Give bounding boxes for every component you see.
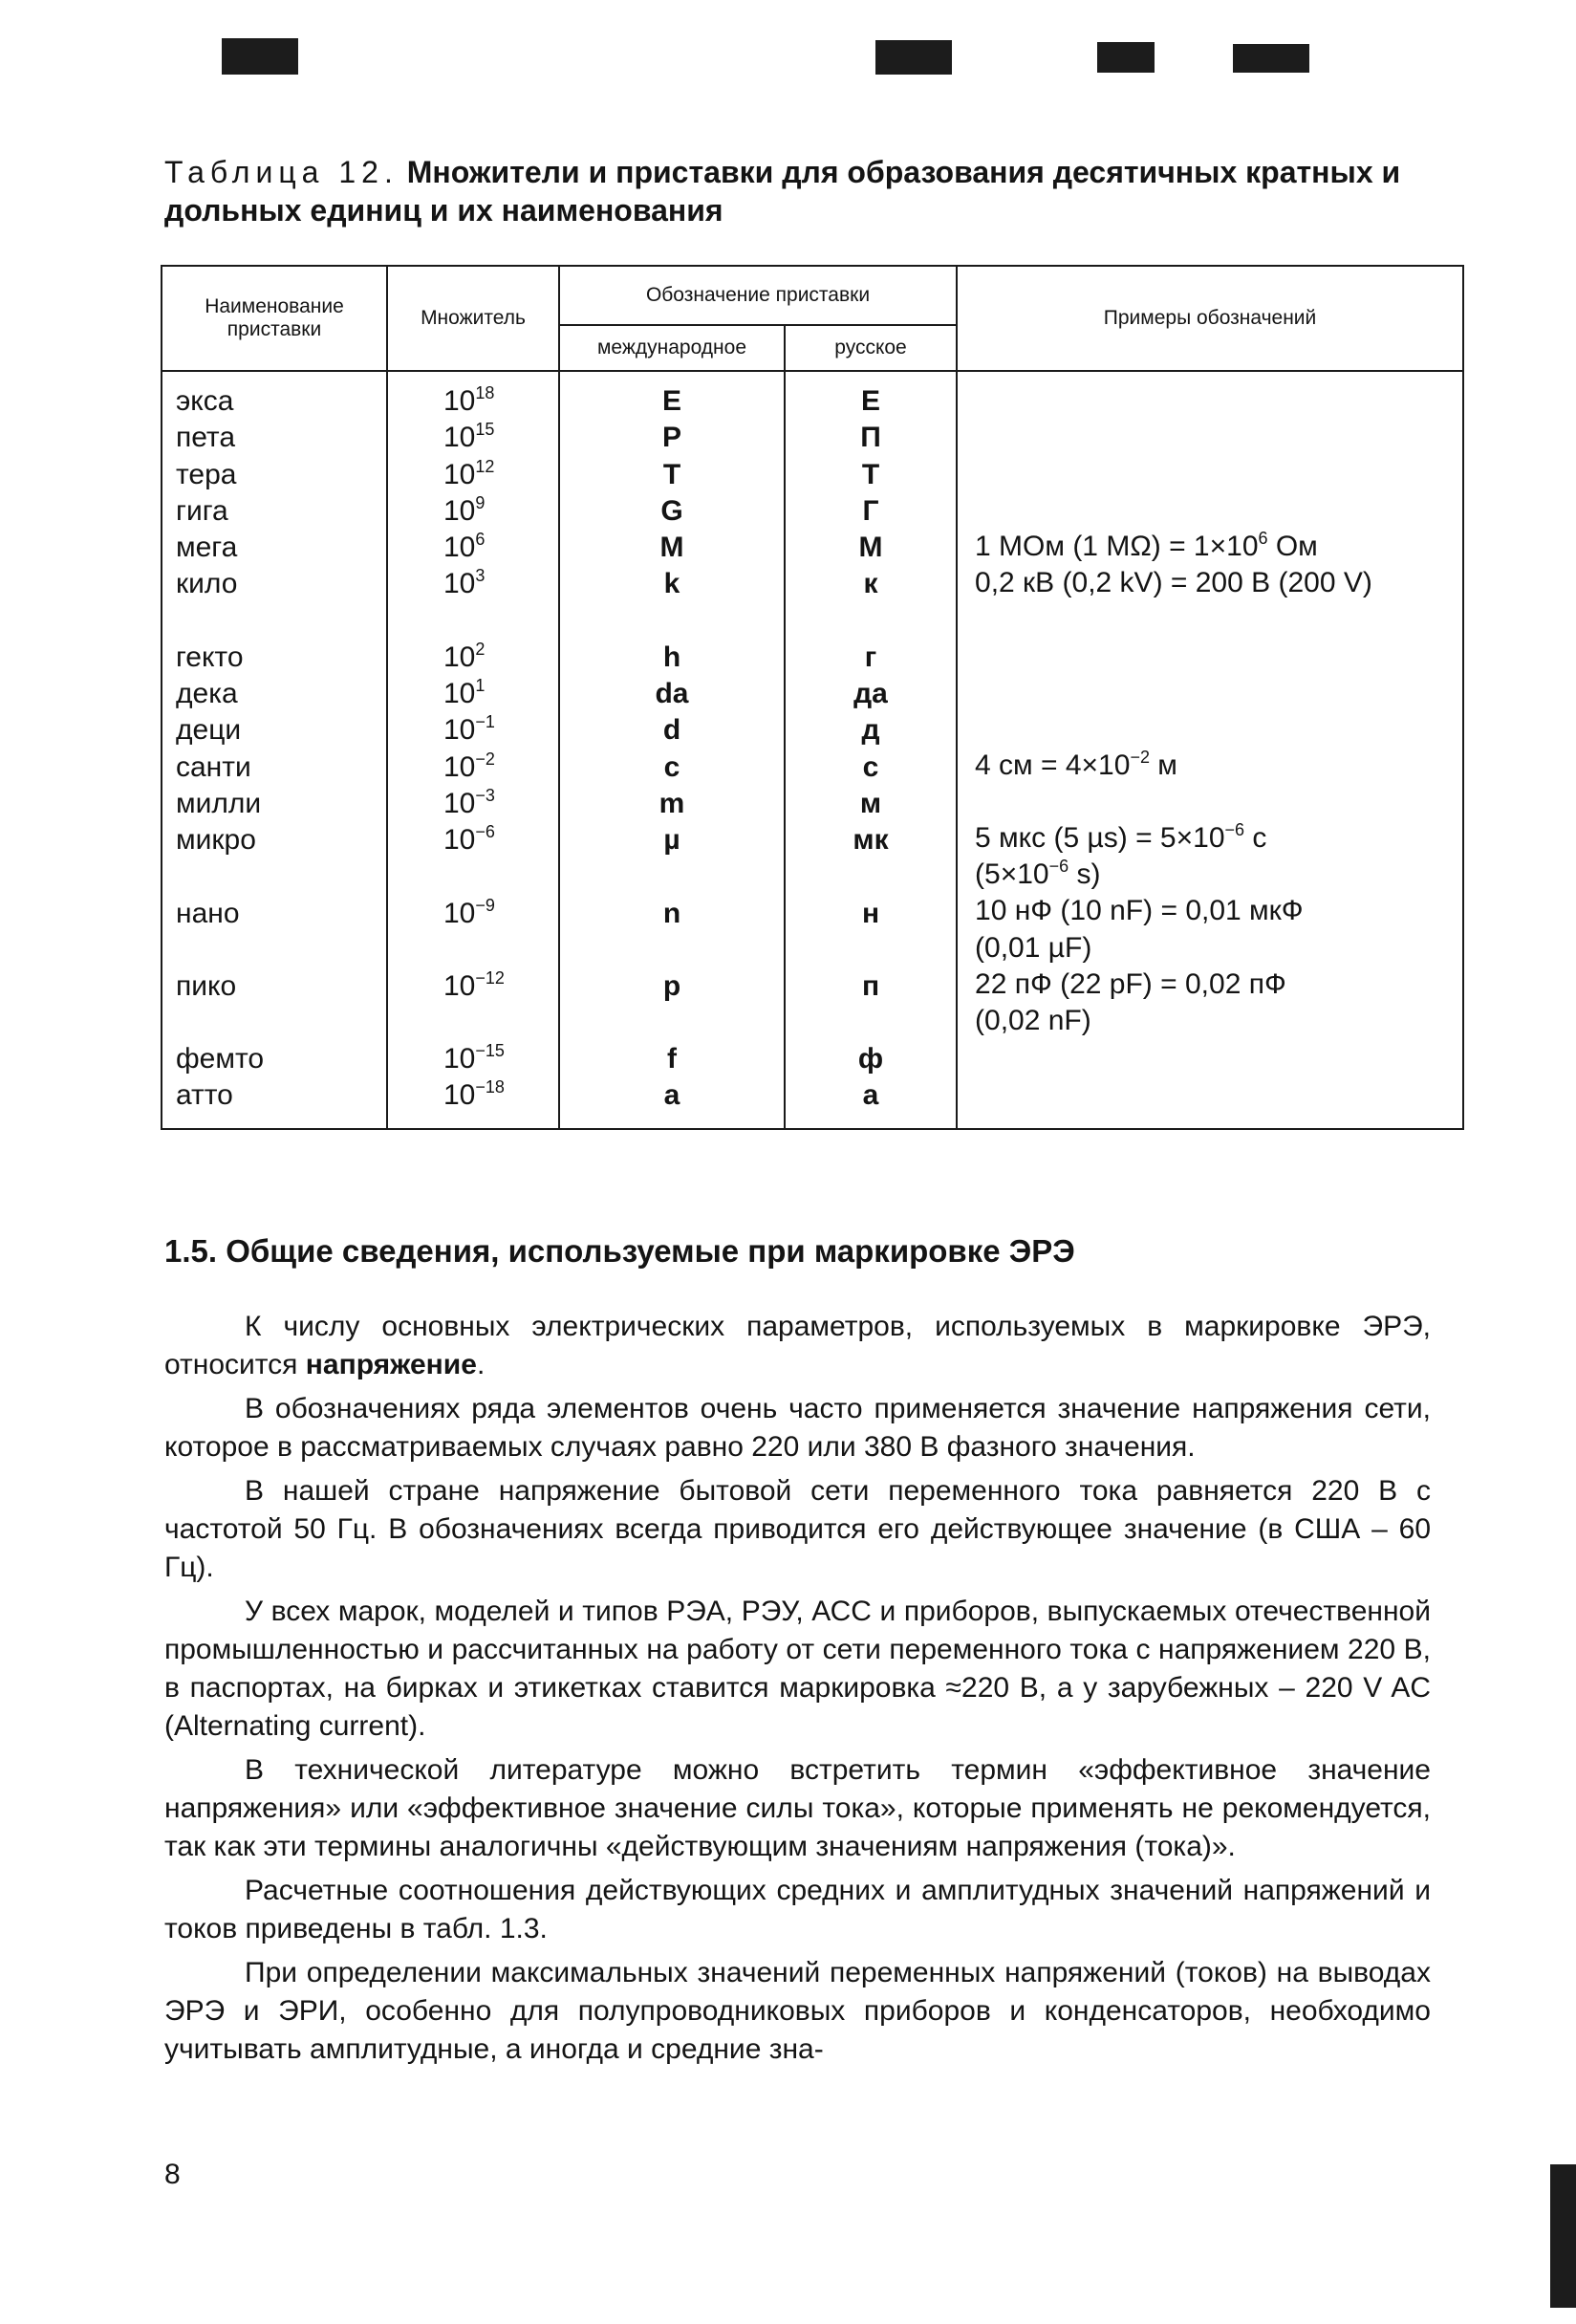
caption-title: Множители и приставки для образования десятичных кратных и дольных единиц и их наименования [164,155,1401,228]
cell-rus: Е [861,385,881,417]
scan-artifact-3 [1097,42,1155,73]
cell-rus: с [862,750,879,783]
example-nano-2: (0,01 µF) [975,931,1092,964]
header-russian: русское [785,325,957,371]
cell-multiplier: $10^{-12}$ [443,967,505,1002]
cell-name: милли [176,787,262,819]
example-santi: 4 см = $4\times 10^{-2}$ м [975,747,1177,781]
cell-intl: m [658,787,685,819]
cell-rus: П [860,422,881,454]
example-nano-1: 10 нФ (10 nF) = 0,01 мкФ [975,895,1304,927]
column-multiplier [387,371,559,1129]
scan-artifact-1 [222,38,298,75]
cell-multiplier: $10^{-3}$ [443,785,495,819]
cell-name: пико [176,969,237,1002]
section-title: 1.5. Общие сведения, используемые при маркировке ЭРЭ [164,1233,1075,1269]
cell-multiplier: $10^{-15}$ [443,1041,505,1075]
cell-rus: д [861,714,880,747]
example-micro-2: ($5\times 10^{-6}$ s) [975,857,1101,891]
cell-multiplier: $10^6$ [443,530,486,564]
paragraph-6: Расчетные соотношения действующих средних и амплитудных значений напряжений и токов приведены в табл. 1.3. [164,1875,1431,1944]
cell-intl: M [659,532,684,564]
cell-rus: мк [853,824,889,857]
cell-intl: f [667,1043,677,1075]
paragraph-5: В технической литературе можно встретить термин «эффективное значение напряжения» или «эффективное значение силы тока», которые применять не рекомендуется, так как эти термины аналогичны «действующим значениям напряжения (тока)». [164,1754,1431,1862]
header-multiplier: Множитель [387,266,559,371]
cell-name: микро [176,824,256,857]
header-designation: Обозначение приставки [559,266,957,325]
prefix-table [161,265,1464,1130]
cell-name: гига [176,494,228,527]
caption-label: Таблица 12. [164,155,399,189]
paragraph-4: У всех марок, моделей и типов РЭА, РЭУ, АСС и приборов, выпускаемых отечественной промышленностью и рассчитанных на работу от сети переменного тока с напряжением 220 В, в паспортах, на бирках и этикетках ставится маркировка ≈220 В, а у зарубежных – 220 V AC (Alternating current). [164,1596,1431,1742]
cell-name: нано [176,897,240,929]
example-pico-1: 22 пФ (22 pF) = 0,02 пФ [975,968,1286,1001]
column-russian [785,371,957,1129]
page-number: 8 [164,2159,181,2190]
cell-rus: н [861,897,880,929]
cell-name: санти [176,750,251,783]
example-pico-2: (0,02 nF) [975,1005,1091,1037]
cell-rus: да [853,678,888,710]
cell-rus: п [861,969,880,1002]
header-examples: Примеры обозначений [957,266,1463,371]
cell-rus: м [859,787,882,819]
paragraph-3: В нашей стране напряжение бытовой сети переменного тока равняется 220 В с частотой 50 Гц. В обозначениях всегда приводится его действующее значение (в США – 60 Гц). [164,1475,1431,1583]
cell-name: гекто [176,641,244,673]
cell-name: мега [176,532,238,564]
cell-name: дека [176,678,238,710]
cell-multiplier: $10^{-2}$ [443,749,495,783]
cell-multiplier: $10^{-6}$ [443,822,495,857]
cell-multiplier: $10^1$ [443,676,486,710]
cell-intl: n [662,897,681,929]
example-kilo: 0,2 кВ (0,2 kV) = 200 В (200 V) [975,567,1372,599]
column-international [559,371,785,1129]
cell-multiplier: $10^{-1}$ [443,712,495,747]
cell-rus: к [863,568,878,600]
paragraph-7: При определении максимальных значений переменных напряжений (токов) на выводах ЭРЭ и ЭРИ, особенно для полупроводниковых приборов и конденсаторов, необходимо учитывать амплитудные, а иногда и средние зна- [164,1957,1431,2065]
cell-rus: Т [861,458,880,490]
scan-artifact-4 [1233,44,1309,73]
header-name: Наименование приставки [162,266,387,371]
scan-artifact-2 [875,40,952,75]
cell-intl: h [662,641,681,673]
cell-intl: G [660,494,683,527]
cell-name: атто [176,1079,233,1112]
cell-name: деци [176,714,242,747]
table-caption [164,153,1445,229]
column-examples [957,371,1463,1129]
cell-name: экса [176,385,234,417]
example-mega: 1 МОм (1 $М\Omega) = 1\times 10^6$ Ом [975,529,1318,562]
cell-intl: d [662,714,681,747]
cell-intl: T [662,458,681,490]
cell-multiplier: $10^{18}$ [443,383,495,417]
header-international: международное [559,325,785,371]
paragraph-1: К числу основных электрических параметров, используемых в маркировке ЭРЭ, относится напряжение. [164,1311,1431,1380]
cell-multiplier: $10^{-18}$ [443,1077,505,1112]
cell-rus: Г [862,494,879,527]
scan-artifact-5 [1550,2164,1576,2308]
cell-multiplier: $10^3$ [443,566,486,600]
cell-multiplier: $10^2$ [443,639,486,673]
cell-intl: P [661,422,681,454]
cell-multiplier: $10^{-9}$ [443,895,495,929]
example-micro-1: 5 мкс (5 $\mu s) = 5\times 10^{-6}$ с [975,819,1267,854]
cell-intl: p [662,969,681,1002]
cell-intl: da [655,678,689,710]
cell-intl: c [663,750,680,783]
cell-rus: г [864,641,877,673]
column-name [162,371,387,1129]
cell-multiplier: $10^{15}$ [443,420,495,454]
cell-multiplier: $10^{12}$ [443,456,495,490]
cell-intl: a [663,1079,680,1112]
cell-name: фемто [176,1043,265,1075]
cell-rus: ф [857,1043,884,1075]
cell-name: тера [176,458,237,490]
cell-intl: µ [663,824,680,857]
cell-intl: E [661,385,681,417]
cell-multiplier: $10^9$ [443,492,486,527]
body-text [164,1308,1431,2074]
cell-rus: а [862,1079,879,1112]
cell-rus: М [858,532,883,564]
cell-name: кило [176,568,238,600]
cell-intl: k [663,568,680,600]
paragraph-2: В обозначениях ряда элементов очень часто применяется значение напряжения сети, которое в рассматриваемых случаях равно 220 или 380 В фазного значения. [164,1393,1431,1463]
cell-name: пета [176,422,236,454]
